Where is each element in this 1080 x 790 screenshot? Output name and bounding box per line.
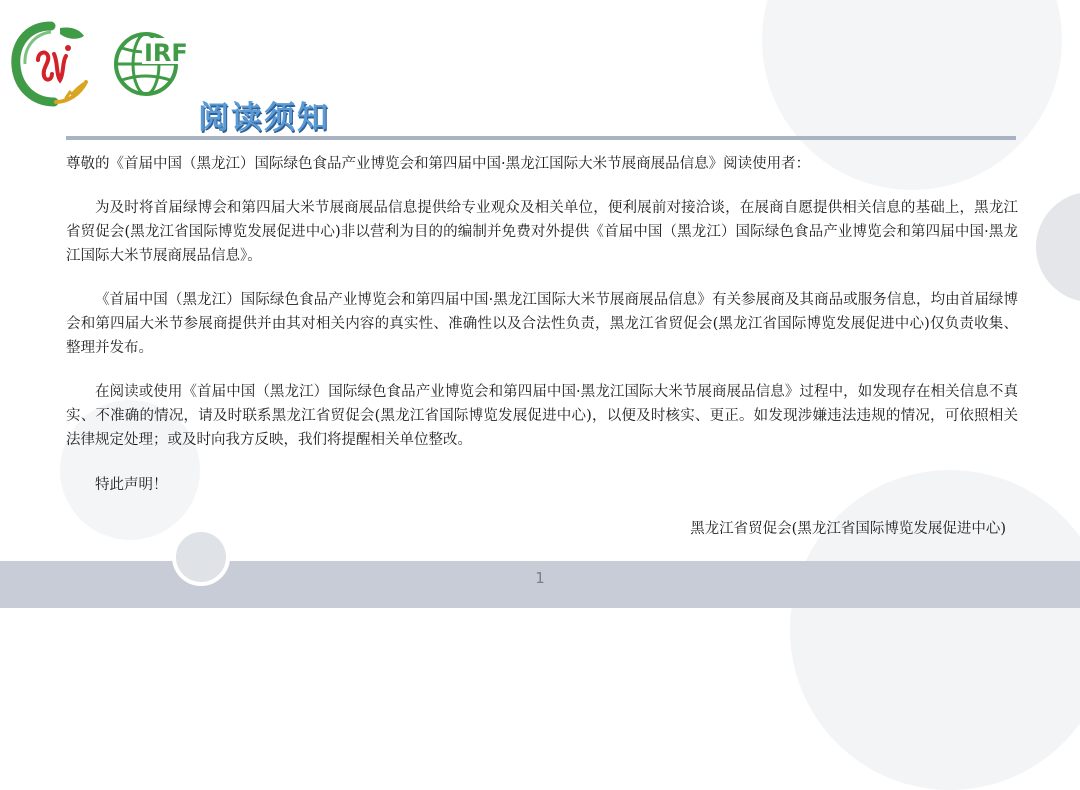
page-title: 阅读须知 (198, 100, 330, 136)
notice-body (66, 148, 1018, 541)
page-number: 1 (535, 569, 545, 587)
closing-statement: 特此声明！ (95, 477, 168, 493)
background-circle-right (1036, 192, 1080, 302)
irf-logo (112, 26, 198, 100)
title-divider (66, 136, 1016, 140)
irf-logo-text: IRF (144, 39, 188, 67)
expo-logo (6, 18, 96, 108)
signature: 黑龙江省贸促会(黑龙江省国际博览发展促进中心) (690, 521, 1006, 537)
salutation: 尊敬的《首届中国（黑龙江）国际绿色食品产业博览会和第四届中国·黑龙江国际大米节展商展品信息》阅读使用者： (66, 156, 811, 172)
paragraph-purpose: 为及时将首届绿博会和第四届大米节展商展品信息提供给专业观众及相关单位，便利展前对接洽谈，在展商自愿提供相关信息的基础上，黑龙江省贸促会(黑龙江省国际博览发展促进中心)非以营利为目的的编制并免费对外提供《首届中国（黑龙江）国际绿色食品产业博览会和第四届中国·黑龙江国际大米节展商展品信息》。 (66, 200, 1018, 264)
paragraph-correction: 在阅读或使用《首届中国（黑龙江）国际绿色食品产业博览会和第四届中国·黑龙江国际大米节展商展品信息》过程中，如发现存在相关信息不真实、不准确的情况，请及时联系黑龙江省贸促会(黑龙江省国际博览发展促进中心)，以便及时核实、更正。如发现涉嫌违法违规的情况，可依照相关法律规定处理；或及时向我方反映，我们将提醒相关单位整改。 (66, 384, 1018, 448)
paragraph-responsibility: 《首届中国（黑龙江）国际绿色食品产业博览会和第四届中国·黑龙江国际大米节展商展品信息》有关参展商及其商品或服务信息，均由首届绿博会和第四届大米节参展商提供并由其对相关内容的真实性、准确性以及合法性负责，黑龙江省贸促会(黑龙江省国际博览发展促进中心)仅负责收集、整理并发布。 (66, 292, 1018, 356)
